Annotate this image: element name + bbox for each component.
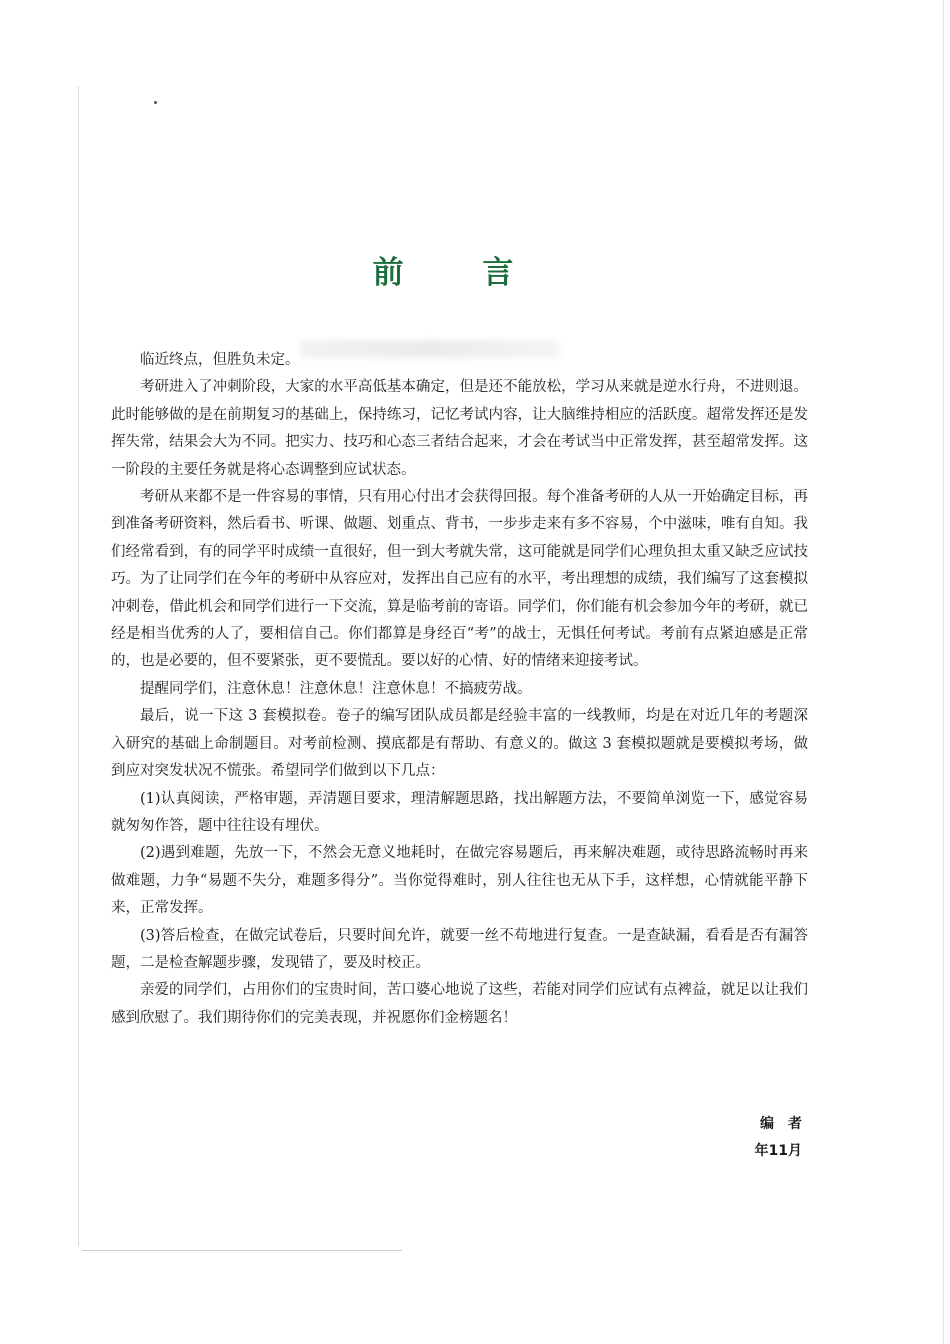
signature-date: 年11月 xyxy=(754,1143,802,1159)
page-edge-right xyxy=(943,0,944,1344)
paragraph: 最后，说一下这 3 套模拟卷。卷子的编写团队成员都是经验丰富的一线教师，均是在对近几年的考题深入研究的基础上命制题目。对考前检测、摸底都是有帮助、有意义的。做这 3 套模拟题就是要模拟考场，做到应对突发状况不慌张。希望同学们做到以下几点： xyxy=(111,708,808,780)
paragraph: 亲爱的同学们，占用你们的宝贵时间，苦口婆心地说了这些，若能对同学们应试有点裨益，就足以让我们感到欣慰了。我们期待你们的完美表现，并祝愿你们金榜题名！ xyxy=(111,982,808,1026)
paragraph: 考研从来都不是一件容易的事情，只有用心付出才会获得回报。每个准备考研的人从一开始确定目标，再到准备考研资料，然后看书、听课、做题、划重点、背书，一步步走来有多不容易，个中滋味，唯有自知。我们经常看到，有的同学平时成绩一直很好，但一到大考就失常，这可能就是同学们心理负担太重又缺乏应试技巧。为了让同学们在今年的考研中从容应对，发挥出自己应有的水平，考出理想的成绩，我们编写了这套模拟冲刺卷，借此机会和同学们进行一下交流，算是临考前的寄语。同学们，你们能有机会参加今年的考研，就已经是相当优秀的人了，要相信自己。你们都算是身经百“考”的战士，无惧任何考试。考前有点紧迫感是正常的，也是必要的，但不要紧张，更不要慌乱。要以好的心情、好的情绪来迎接考试。 xyxy=(111,489,808,670)
paragraph: 提醒同学们，注意休息！注意休息！注意休息！不搞疲劳战。 xyxy=(140,680,532,697)
page-title: 前 言 xyxy=(372,254,548,291)
paragraph: 考研进入了冲刺阶段，大家的水平高低基本确定，但是还不能放松，学习从来就是逆水行舟，不进则退。此时能够做的是在前期复习的基础上，保持练习，记忆考试内容，让大脑维持相应的活跃度。超常发挥还是发挥失常，结果会大为不同。把实力、技巧和心态三者结合起来，才会在考试当中正常发挥，甚至超常发挥。这一阶段的主要任务就是将心态调整到应试状态。 xyxy=(111,379,808,478)
paragraph: 临近终点，但胜负未定。 xyxy=(140,352,300,368)
page-edge-bottom xyxy=(82,1250,402,1251)
preface-body xyxy=(111,347,808,1032)
signature-block xyxy=(754,1111,816,1165)
signature-author: 编者 xyxy=(760,1116,816,1132)
paragraph: (1)认真阅读，严格审题，弄清题目要求，理清解题思路，找出解题方法，不要简单浏览一下，感觉容易就匆匆作答，题中往往设有埋伏。 xyxy=(111,790,808,834)
paragraph: (2)遇到难题，先放一下，不然会无意义地耗时，在做完容易题后，再来解决难题，或待思路流畅时再来做难题，力争“易题不失分，难题多得分”。当你觉得难时，别人往往也无从下手，这样想，心情就能平静下来，正常发挥。 xyxy=(111,845,808,917)
paragraph: (3)答后检查，在做完试卷后，只要时间允许，就要一丝不苟地进行复查。一是查缺漏，看看是否有漏答题，二是检查解题步骤，发现错了，要及时校正。 xyxy=(111,927,808,971)
scan-speck xyxy=(154,101,157,104)
